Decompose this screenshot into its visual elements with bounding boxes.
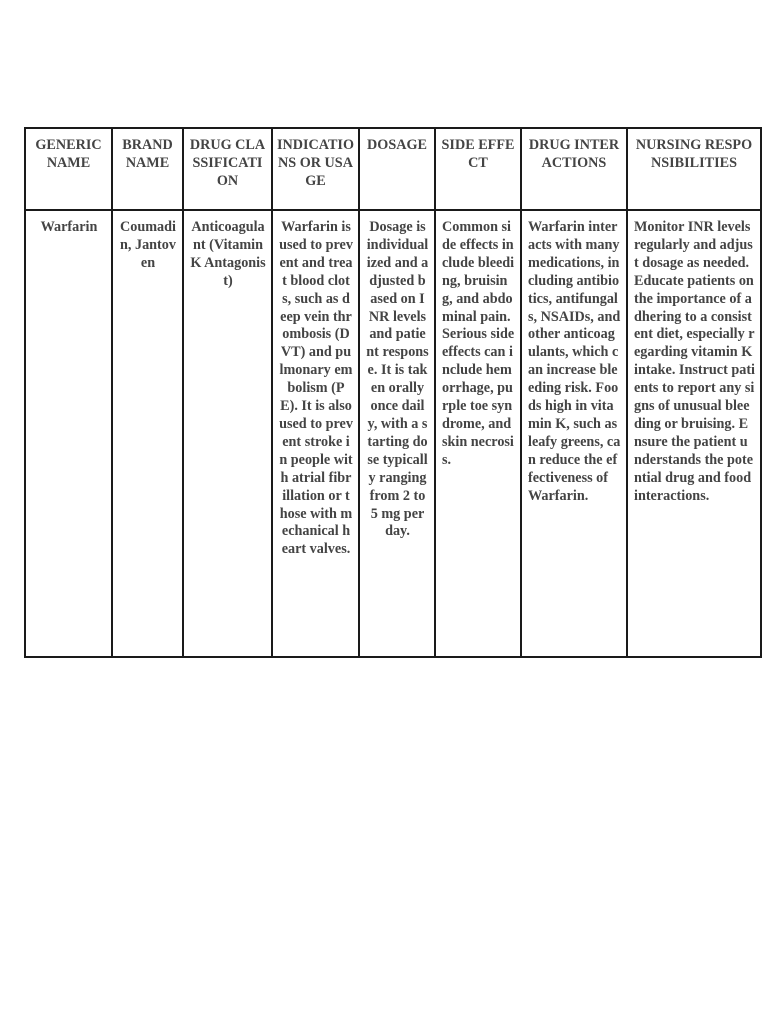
cell-nursing-responsibilities: Monitor INR levels regularly and adjust dosage as needed. Educate patients on the importance of adhering to a consistent diet, especially regarding vitamin K intake. Instruct patients to report any signs of unusual bleeding or bruising. Ensure the patient understands the potential drug and food interactions. [627, 210, 761, 657]
header-side-effect: SIDE EFFECT [435, 128, 521, 210]
header-drug-classification: DRUG CLASSIFICATION [183, 128, 272, 210]
header-drug-interactions: DRUG INTERACTIONS [521, 128, 627, 210]
table-row [25, 210, 761, 657]
cell-drug-interactions: Warfarin interacts with many medications, including antibiotics, antifungals, NSAIDs, and other anticoagulants, which can increase bleeding risk. Foods high in vitamin K, such as leafy greens, can reduce the effectiveness of Warfarin. [521, 210, 627, 657]
cell-dosage: Dosage is individualized and adjusted based on INR levels and patient response. It is taken orally once daily, with a starting dose typically ranging from 2 to 5 mg per day. [359, 210, 435, 657]
cell-side-effect: Common side effects include bleeding, bruising, and abdominal pain. Serious side effects can include hemorrhage, purple toe syndrome, and skin necrosis. [435, 210, 521, 657]
header-indications-or-usage: INDICATIONS OR USAGE [272, 128, 359, 210]
table-header-row [25, 128, 761, 210]
header-brand-name: BRAND NAME [112, 128, 183, 210]
drug-study-table [24, 127, 762, 658]
cell-indications: Warfarin is used to prevent and treat blood clots, such as deep vein thrombosis (DVT) and pulmonary embolism (PE). It is also used to prevent stroke in people with atrial fibrillation or those with mechanical heart valves. [272, 210, 359, 657]
header-generic-name: GENERIC NAME [25, 128, 112, 210]
header-nursing-responsibilities: NURSING RESPONSIBILITIES [627, 128, 761, 210]
cell-brand-name: Coumadin, Jantoven [112, 210, 183, 657]
cell-generic-name: Warfarin [25, 210, 112, 657]
header-dosage: DOSAGE [359, 128, 435, 210]
cell-drug-classification: Anticoagulant (Vitamin K Antagonist) [183, 210, 272, 657]
